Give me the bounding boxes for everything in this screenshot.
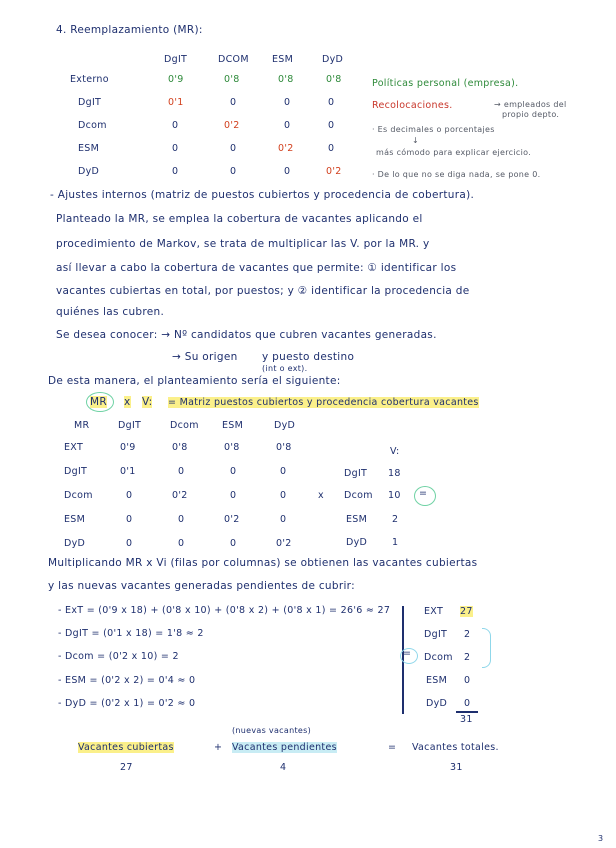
note-recolocaciones: Recolocaciones. (372, 100, 453, 111)
t1-row-label: DgIT (78, 97, 102, 108)
t2-cell: 0 (178, 538, 185, 549)
result-label: EXT (424, 606, 444, 617)
t1-row-label: DyD (78, 166, 100, 177)
t1-cell: 0 (328, 120, 335, 131)
results-bracket (482, 628, 491, 668)
t1-cell: 0 (284, 166, 291, 177)
t1-cell: 0 (230, 143, 237, 154)
paragraph-line: vacantes cubiertas en total, por puestos; y ② identificar la procedencia de (56, 285, 470, 297)
v-header: V: (390, 446, 400, 457)
t1-cell: 0'8 (278, 74, 294, 85)
page-number: 3 (598, 834, 604, 843)
t2-row-label: DyD (64, 538, 86, 549)
t1-row-label: ESM (78, 143, 100, 154)
t2-row-label: EXT (64, 442, 84, 453)
t1-cell: 0 (284, 97, 291, 108)
paragraph-line: y las nuevas vacantes generadas pendientes de cubrir: (48, 580, 355, 592)
paragraph-line: Planteado la MR, se emplea la cobertura de vacantes aplicando el (56, 213, 423, 225)
summary-value-totales: 31 (450, 762, 463, 773)
t2-cell: 0 (280, 514, 287, 525)
summary-totales: Vacantes totales. (412, 742, 499, 753)
t1-row-label: Externo (70, 74, 109, 85)
note-recolocaciones-detail: propio depto. (502, 110, 560, 119)
t2-cell: 0 (280, 466, 287, 477)
note-recolocaciones-detail: → empleados del (494, 100, 567, 109)
calc-line: - DyD = (0'2 x 1) = 0'2 ≈ 0 (58, 698, 196, 709)
result-value: 0 (464, 698, 471, 709)
t2-header: ESM (222, 420, 244, 431)
summary-pendientes: Vacantes pendientes (232, 742, 337, 753)
t2-row-label: Dcom (64, 490, 93, 501)
t2-cell: 0 (178, 466, 185, 477)
result-label: ESM (426, 675, 448, 686)
t1-cell: 0 (230, 97, 237, 108)
t2-cell: 0'8 (276, 442, 292, 453)
heading-ajustes: - Ajustes internos (matriz de puestos cubiertos y procedencia de cobertura). (50, 189, 475, 201)
calc-line: - ExT = (0'9 x 18) + (0'8 x 10) + (0'8 x 2) + (0'8 x 1) = 26'6 ≈ 27 (58, 605, 391, 616)
v-row-label: ESM (346, 514, 368, 525)
summary-value-cubiertas: 27 (120, 762, 133, 773)
v-row-value: 18 (388, 468, 401, 479)
t2-cell: 0'9 (120, 442, 136, 453)
t2-cell: 0'2 (224, 514, 240, 525)
result-label: DgIT (424, 629, 448, 640)
result-label: DyD (426, 698, 448, 709)
v-row-label: Dcom (344, 490, 373, 501)
t1-cell: 0 (172, 166, 179, 177)
t1-header: ESM (272, 54, 294, 65)
calc-line: - DgIT = (0'1 x 18) = 1'8 ≈ 2 (58, 628, 204, 639)
paragraph-line: De esta manera, el planteamiento sería el siguiente: (48, 375, 341, 387)
summary-plus: + (214, 742, 223, 753)
t2-cell: 0'2 (276, 538, 292, 549)
note-decimales: · Es decimales o porcentajes (372, 125, 495, 134)
t2-cell: 0 (230, 538, 237, 549)
t2-header: Dcom (170, 420, 199, 431)
t1-cell: 0'8 (224, 74, 240, 85)
v-row-value: 10 (388, 490, 401, 501)
v-row-value: 2 (392, 514, 399, 525)
t1-header: DCOM (218, 54, 249, 65)
t1-cell: 0 (328, 97, 335, 108)
result-value: 0 (464, 675, 471, 686)
calc-line: - Dcom = (0'2 x 10) = 2 (58, 651, 179, 662)
v-row-value: 1 (392, 537, 399, 548)
t2-corner: MR (74, 420, 90, 431)
t2-cell: 0 (280, 490, 287, 501)
result-value: 2 (464, 652, 471, 663)
t2-cell: 0 (126, 514, 133, 525)
t2-header: DgIT (118, 420, 142, 431)
v-row-label: DyD (346, 537, 368, 548)
t1-row-label: Dcom (78, 120, 107, 131)
sum-rule (456, 711, 478, 713)
paragraph-note: (int o ext). (262, 364, 308, 373)
mr-times: x (124, 396, 131, 408)
equals-sign: = (403, 648, 412, 659)
paragraph-line: Se desea conocer: → Nº candidatos que cubren vacantes generadas. (56, 329, 437, 341)
t2-cell: 0 (230, 490, 237, 501)
equals-sign: = (419, 488, 428, 499)
result-value: 27 (460, 606, 473, 617)
t2-header: DyD (274, 420, 296, 431)
summary-equals: = (388, 742, 397, 753)
v-label: V: (142, 396, 153, 408)
t2-cell: 0 (126, 490, 133, 501)
t2-row-label: DgIT (64, 466, 88, 477)
t2-row-label: ESM (64, 514, 86, 525)
t1-cell: 0 (284, 120, 291, 131)
t2-cell: 0'1 (120, 466, 136, 477)
result-value: 2 (464, 629, 471, 640)
summary-value-pendientes: 4 (280, 762, 287, 773)
t1-cell: 0'9 (168, 74, 184, 85)
paragraph-line: quiénes las cubren. (56, 306, 165, 318)
t1-cell: 0 (172, 120, 179, 131)
paragraph-line: Multiplicando MR x Vi (filas por columnas) se obtienen las vacantes cubiertas (48, 557, 478, 569)
t1-cell: 0 (172, 143, 179, 154)
t2-cell: 0 (230, 466, 237, 477)
summary-cubiertas: Vacantes cubiertas (78, 742, 174, 753)
result-label: Dcom (424, 652, 453, 663)
t1-cell: 0'2 (326, 166, 342, 177)
mr-label: MR (90, 396, 107, 408)
t2-cell: 0 (126, 538, 133, 549)
note-politicas: Políticas personal (empresa). (372, 78, 519, 89)
t1-cell: 0'1 (168, 97, 184, 108)
paragraph-line: → Su origen (172, 351, 238, 363)
mr-description: = Matriz puestos cubiertos y procedencia cobertura vacantes (168, 397, 479, 408)
t1-cell: 0 (230, 166, 237, 177)
note-nada: · De lo que no se diga nada, se pone 0. (372, 170, 541, 179)
t2-cell: 0 (178, 514, 185, 525)
paragraph-line: así llevar a cabo la cobertura de vacantes que permite: ① identificar los (56, 262, 457, 274)
t1-cell: 0'8 (326, 74, 342, 85)
t2-cell: 0'8 (172, 442, 188, 453)
note-comodo: más cómodo para explicar ejercicio. (376, 148, 532, 157)
v-row-label: DgIT (344, 468, 368, 479)
t1-cell: 0 (328, 143, 335, 154)
t2-cell: 0'2 (172, 490, 188, 501)
paragraph-line: y puesto destino (262, 351, 355, 363)
t1-header: DyD (322, 54, 344, 65)
summary-note: (nuevas vacantes) (232, 726, 311, 735)
section-title: 4. Reemplazamiento (MR): (56, 24, 203, 36)
t1-header: DgIT (164, 54, 188, 65)
note-arrow: ↓ (412, 136, 420, 145)
times-sign: x (318, 490, 324, 501)
t2-cell: 0'8 (224, 442, 240, 453)
t1-cell: 0'2 (278, 143, 294, 154)
calc-line: - ESM = (0'2 x 2) = 0'4 ≈ 0 (58, 675, 196, 686)
t1-cell: 0'2 (224, 120, 240, 131)
paragraph-line: procedimiento de Markov, se trata de multiplicar las V. por la MR. y (56, 238, 430, 250)
results-total: 31 (460, 714, 473, 725)
